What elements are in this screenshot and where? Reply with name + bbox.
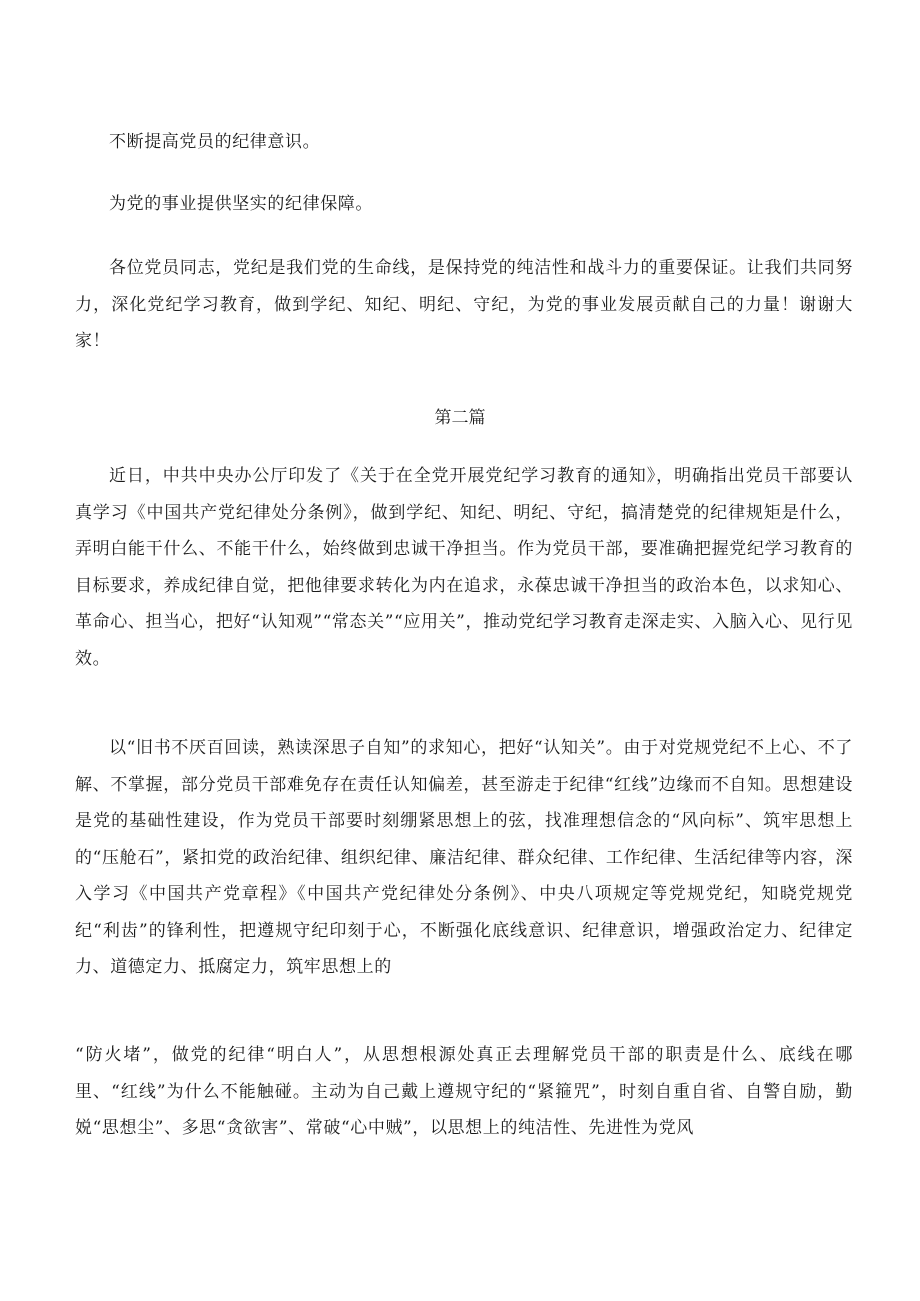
paragraph-6: “防火堵”，做党的纪律“明白人”，从思想根源处真正去理解党员干部的职责是什么、底线在哪里、“红线”为什么不能触碰。主动为自己戴上遵规守纪的“紧箍咒”，时刻自重自省、自警自励，勤娧“思想尘”、多思“贪欲害”、常破“心中贼”，以思想上的纯洁性、先进性为党风 [75,1045,853,1138]
paragraph-4: 近日，中共中央办公厅印发了《关于在全党开展党纪学习教育的通知》，明确指出党员干部要认真学习《中国共产党纪律处分条例》，做到学纪、知纪、明纪、守纪，搞清楚党的纪律规矩是什么，弄明白能干什么、不能干什么，始终做到忠诚干净担当。作为党员干部，要准确把握党纪学习教育的目标要求，养成纪律自觉，把他律要求转化为内在追求，永葆忠诚干净担当的政治本色，以求知心、革命心、担当心，把好“认知观”“常态关”“应用关”，推动党纪学习教育走深走实、入脑入心、见行见效。 [75,466,853,669]
paragraph-2: 为党的事业提供坚实的纪律保障。 [109,194,373,214]
paragraph-3: 各位党员同志，党纪是我们党的生命线，是保持党的纯洁性和战斗力的重要保证。让我们共同努力，深化党纪学习教育，做到学纪、知纪、明纪、守纪，为党的事业发展贡献自己的力量！谢谢大家！ [75,258,853,351]
paragraph-1: 不断提高党员的纪律意识。 [109,132,321,152]
paragraph-5: 以“旧书不厌百回读，熟读深思子自知”的求知心，把好“认知关”。由于对党规党纪不上心、不了解、不掌握，部分党员干部难免存在责任认知偏差，甚至游走于纪律“红线”边缘而不自知。思想建设是党的基础性建设，作为党员干部要时刻绷紧思想上的弦，找准理想信念的“风向标”、筑牢思想上的“压舱石”，紧扣党的政治纪律、组织纪律、廉洁纪律、群众纪律、工作纪律、生活纪律等内容，深入学习《中国共产党章程》《中国共产党纪律处分条例》、中央八项规定等党规党纪，知晓党规党纪“利齿”的锋利性，把遵规守纪印刻于心，不断强化底线意识、纪律意识，增强政治定力、纪律定力、道德定力、抵腐定力，筑牢思想上的 [75,738,853,977]
section-title: 第二篇 [434,408,486,428]
